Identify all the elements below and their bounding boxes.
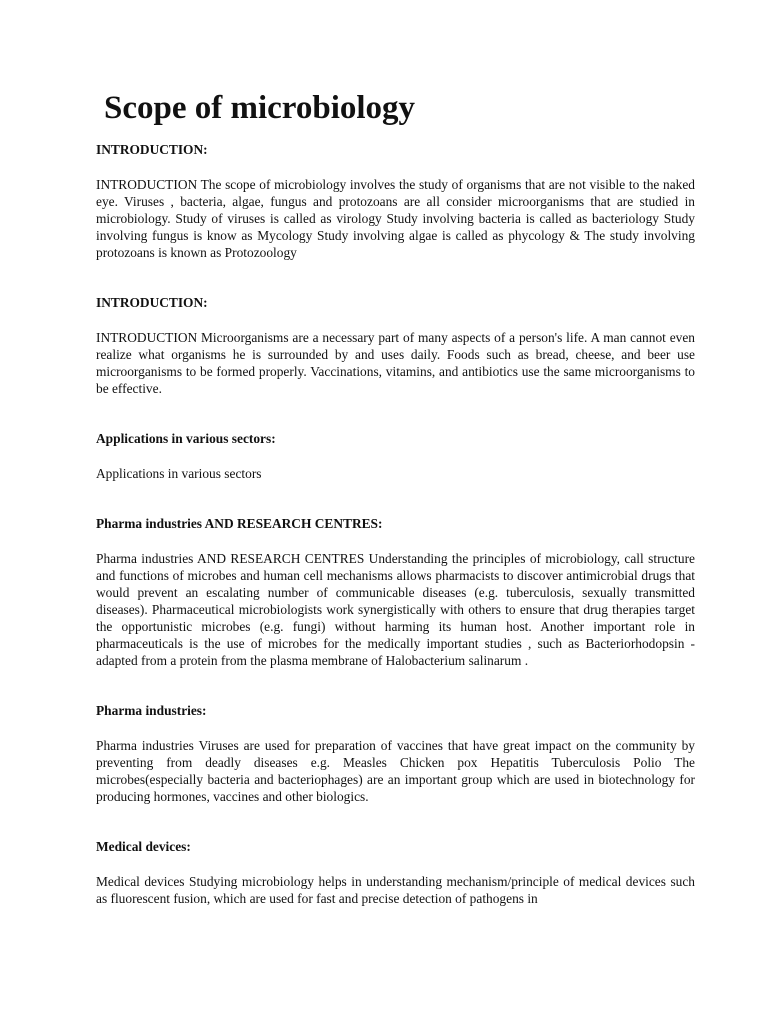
section-introduction-2 [96,294,695,430]
section-paragraph: Applications in various sectors [96,466,262,481]
section-heading: Pharma industries AND RESEARCH CENTRES: [96,516,383,531]
section-heading: Applications in various sectors: [96,431,276,446]
section-heading: Pharma industries: [96,703,207,718]
section-paragraph: Pharma industries Viruses are used for preparation of vaccines that have great impact on the community by preventing from deadly diseases e.g. Measles Chicken pox Hepatitis Tuberculosis Polio The microbes(especially bacteria and bacteriophages) are an important group which are used in biotechnology for producing hormones, vaccines and other biologics. [96,738,695,804]
section-paragraph: INTRODUCTION The scope of microbiology involves the study of organisms that are not visible to the naked eye. Viruses , bacteria, algae, fungus and protozoans are all consider microorganisms that are studied in microbiology. Study of viruses is called as virology Study involving bacteria is called as bacteriology Study involving fungus is know as Mycology Study involving algae is called as phycology & The study involving protozoans is known as Protozoology [96,177,695,260]
section-heading: Medical devices: [96,839,191,854]
section-paragraph: Medical devices Studying microbiology helps in understanding mechanism/principle of medical devices such as fluorescent fusion, which are used for fast and precise detection of pathogens in [96,874,695,906]
document-title: Scope of microbiology [104,90,416,126]
section-heading: INTRODUCTION: [96,142,208,157]
section-paragraph: INTRODUCTION Microorganisms are a necessary part of many aspects of a person's life. A man cannot even realize what organisms he is surrounded by and uses daily. Foods such as bread, cheese, and beer use microorganisms to be formed properly. Vaccinations, vitamins, and antibiotics use the same microorganisms to be effective. [96,330,695,396]
section-heading: INTRODUCTION: [96,295,208,310]
section-paragraph: Pharma industries AND RESEARCH CENTRES Understanding the principles of microbiology, call structure and functions of microbes and human cell mechanisms allows pharmacists to discover antimicrobial drugs that would prevent an escalating number of communicable diseases (e.g. tuberculosis, sexually transmitted diseases). Pharmaceutical microbiologists work synergistically with others to ensure that drug therapies target the opportunistic microbes (e.g. fungi) without harming its human host. Another important role in pharmaceuticals is the use of microbes for the medically important studies , such as Bacteriorhodopsin - adapted from a protein from the plasma membrane of Halobacterium salinarum . [96,551,695,668]
section-pharma-research [96,515,695,702]
section-introduction-1 [96,141,695,294]
document-body [96,141,695,907]
section-pharma-industries [96,702,695,838]
section-medical-devices [96,838,695,907]
section-applications [96,430,695,515]
